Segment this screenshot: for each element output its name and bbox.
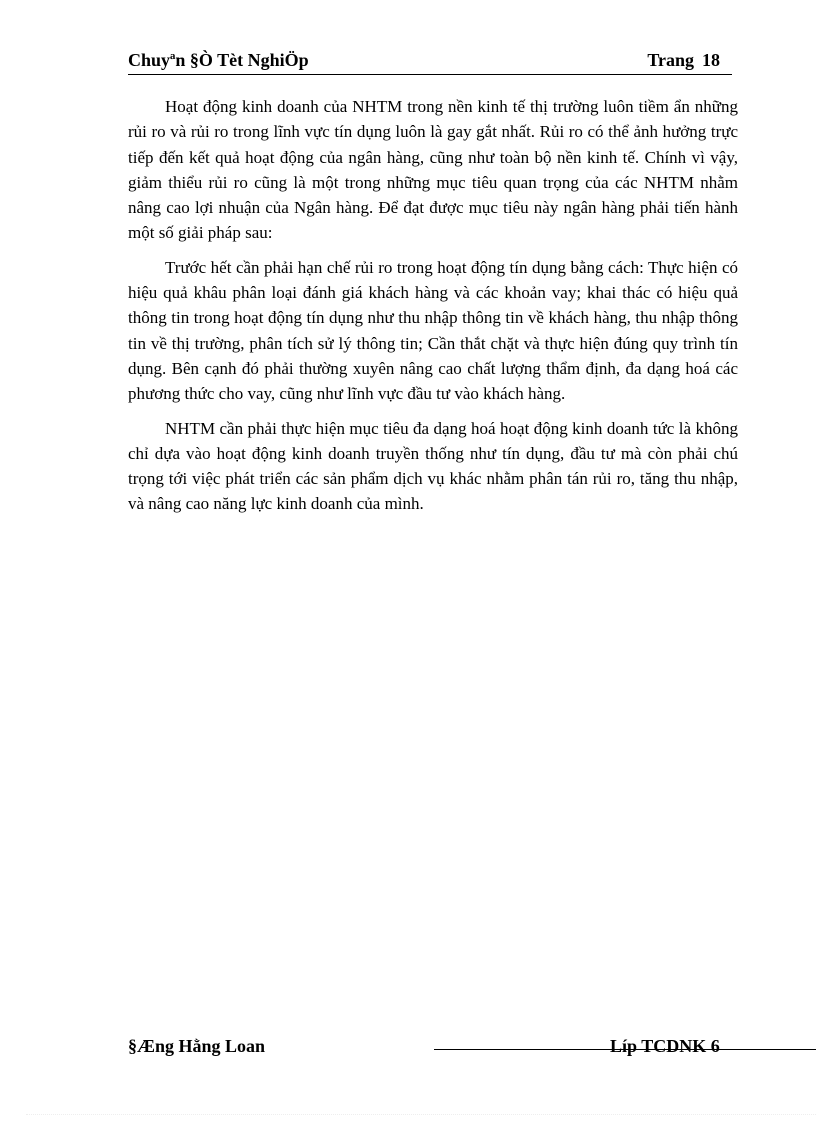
footer-author: §Æng Hằng Loan xyxy=(128,1036,266,1056)
header-page-label: Trang xyxy=(647,50,694,70)
page-header xyxy=(128,48,732,75)
header-page-number: 18 xyxy=(702,50,720,70)
paragraph-3: NHTM cần phải thực hiện mục tiêu đa dạng hoá hoạt động kinh doanh tức là không chỉ dựa vào hoạt động kinh doanh truyền thống như tín dụng, đầu tư mà còn phải chú trọng tới việc phát triển các sản phẩm dịch vụ khác nhằm phân tán rủi ro, tăng thu nhập, và nâng cao năng lực kinh doanh của mình. xyxy=(128,418,738,514)
page-bottom-edge xyxy=(26,1114,816,1115)
paragraph-1: Hoạt động kinh doanh của NHTM trong nền kinh tế thị trường luôn tiềm ẩn những rủi ro và rủi ro trong lĩnh vực tín dụng luôn là gay gắt nhất. Rủi ro có thể ảnh hưởng trực tiếp đến kết quả hoạt động của ngân hàng, cũng như toàn bộ nền kinh tế. Chính vì vậy, giảm thiểu rủi ro cũng là một trong những mục tiêu quan trọng của các NHTM nhằm nâng cao lợi nhuận của Ngân hàng. Để đạt được mục tiêu này ngân hàng phải tiến hành một số giải pháp sau: xyxy=(128,97,738,243)
header-page-indicator xyxy=(647,50,720,71)
header-title: Chuyªn §Ò Tèt NghiÖp xyxy=(128,50,309,70)
footer-class-label: Líp TCDNK 6 xyxy=(610,1036,720,1056)
paragraph-2: Trước hết cần phải hạn chế rủi ro trong hoạt động tín dụng bằng cách: Thực hiện có hiệu quả khâu phân loại đánh giá khách hàng và các khoản vay; khai thác có hiệu quả thông tin trong hoạt động tín dụng như thu nhập thông tin về khách hàng, thu nhập thông tin về thị trường, phân tích sử lý thông tin; Cần thắt chặt và thực hiện đúng quy trình tín dụng. Bên cạnh đó phải thường xuyên nâng cao chất lượng thẩm định, đa dạng hoá các phương thức cho vay, cũng như lĩnh vực đầu tư vào khách hàng. xyxy=(128,257,738,404)
document-body xyxy=(128,94,738,526)
